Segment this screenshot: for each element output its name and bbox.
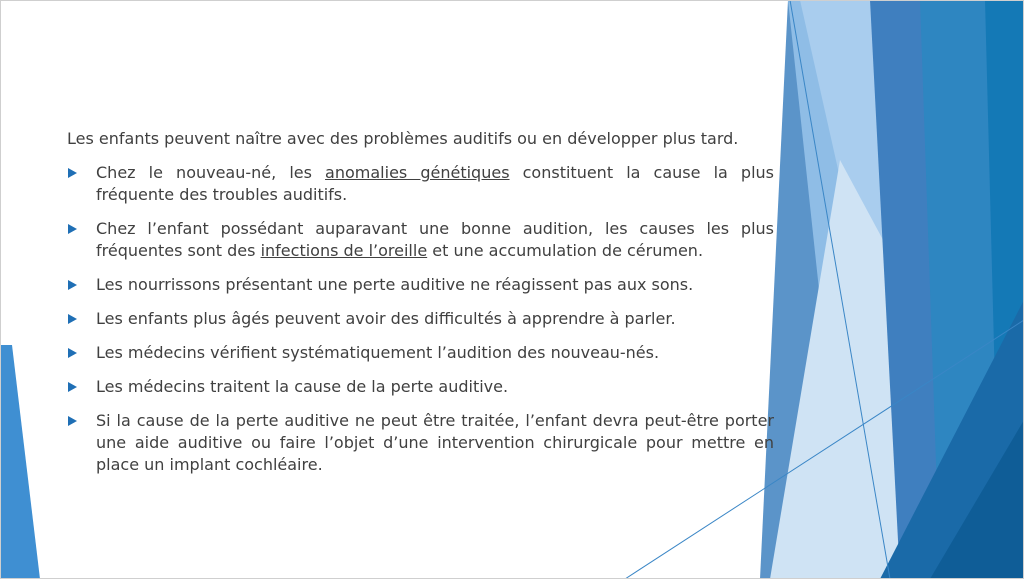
bullet-item	[67, 308, 774, 330]
right-triangle-arrow-icon	[68, 382, 77, 392]
bullet-text: Chez l’enfant possédant auparavant une bonne audition, les causes les plus fréquentes sont des	[96, 219, 774, 260]
bullet-item	[67, 342, 774, 364]
bullet-text: Les médecins vérifient systématiquement l’audition des nouveau-nés.	[96, 343, 660, 362]
bullet-text: Si la cause de la perte auditive ne peut être traitée, l’enfant devra peut-être porter une aide auditive ou faire l’objet d’une intervention chirurgicale pour mettre en place un implant cochléaire.	[96, 411, 774, 474]
bullet-item	[67, 376, 774, 398]
right-triangle-arrow-icon	[68, 314, 77, 324]
bullet-text: Chez le nouveau-né, les	[96, 163, 326, 182]
bullet-item	[67, 274, 774, 296]
hyperlink-anomalies-genetiques[interactable]: anomalies génétiques	[325, 163, 510, 182]
bullet-item	[67, 410, 774, 476]
bullet-text: Les enfants plus âgés peuvent avoir des difficultés à apprendre à parler.	[96, 309, 676, 328]
right-triangle-arrow-icon	[68, 168, 77, 178]
hyperlink-infections-oreille[interactable]: infections de l’oreille	[260, 241, 428, 260]
intro-paragraph: Les enfants peuvent naître avec des problèmes auditifs ou en développer plus tard.	[67, 129, 739, 148]
bullet-text: et une accumulation de cérumen.	[427, 241, 704, 260]
bullet-item	[67, 162, 774, 206]
right-triangle-arrow-icon	[68, 348, 77, 358]
bullet-text: constituent la cause la plus fréquente des troubles auditifs.	[96, 163, 774, 204]
bullet-text: Les nourrissons présentant une perte auditive ne réagissent pas aux sons.	[96, 275, 694, 294]
bullet-text: Les médecins traitent la cause de la perte auditive.	[96, 377, 509, 396]
right-triangle-arrow-icon	[68, 224, 77, 234]
right-triangle-arrow-icon	[68, 416, 77, 426]
bullet-item	[67, 218, 774, 262]
text-body	[67, 128, 774, 488]
right-triangle-arrow-icon	[68, 280, 77, 290]
